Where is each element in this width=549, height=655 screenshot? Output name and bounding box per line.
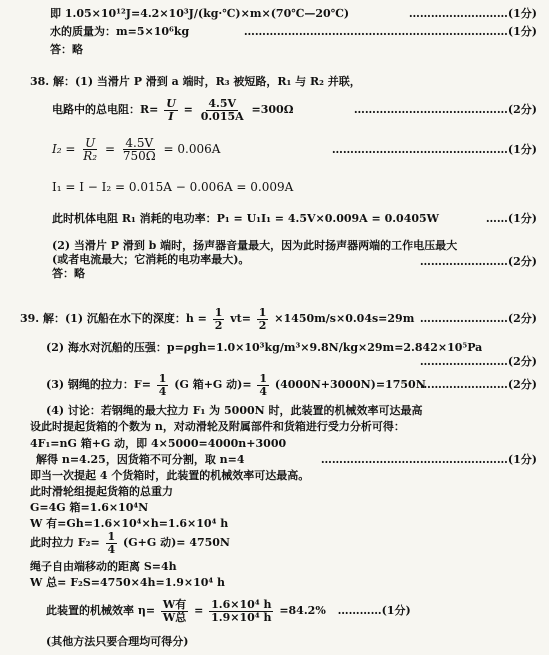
q39-h-mid: vt= (230, 312, 251, 325)
q39-h-result: ×1450m/s×0.04s=29m (274, 312, 415, 325)
q38-i2-eq: = (104, 142, 115, 156)
q39-eta-num2: 1.6×10⁴ h (211, 597, 272, 611)
q39-f2 (30, 530, 230, 556)
q39-note: (其他方法只要合理均可得分) (46, 635, 189, 648)
q39-eta-num: W有 (162, 597, 187, 611)
q37-water-mass: 水的质量为：m=5×10⁶kg (50, 25, 190, 38)
q38-r-fraction-2 (199, 98, 246, 123)
q39-tension-result: (4000N+3000N)=1750N (274, 378, 426, 391)
q39-h-den2: 2 (258, 318, 267, 332)
q38-heading: 38. 解：(1) 当滑片 P 滑到 a 端时，R₃ 被短路，R₁ 与 R₂ 并联， (30, 75, 361, 88)
q39-f2-fraction (106, 531, 118, 556)
q39-f2-den: 4 (107, 542, 116, 556)
q39-h-den: 2 (214, 318, 223, 332)
q39-heading: 39. 解：(1) 沉船在水下的深度：h = (20, 312, 207, 325)
q39-part4-line10: W 总= F₂S=4750×4h=1.9×10⁴ h (30, 576, 226, 589)
q38-r-den2: 0.015A (200, 109, 244, 123)
q37-equation: 即 1.05×10¹²J=4.2×10³J/(kg·℃)×m×(70℃—20℃) (50, 7, 350, 20)
q38-r-result: =300Ω (251, 103, 294, 116)
q38-r-fraction (164, 98, 178, 123)
q39-tension-points: ……………………(2分) (419, 378, 537, 391)
q38-part2-line1: (2) 当滑片 P 滑到 b 端时，扬声器音量最大，因为此时扬声器两端的工作电压最大 (52, 239, 458, 252)
q37-points-1: ………………………(1分) (408, 7, 537, 20)
q38-i2-num2: 4.5V (125, 136, 154, 150)
q39-eta-points: …………(1分) (337, 604, 411, 617)
q39-part4-line2: 设此时提起货箱的个数为 n，对动滑轮及附属部件和货箱进行受力分析可得： (30, 420, 405, 433)
q39-eta-fraction-2 (209, 599, 273, 624)
q38-part2-line2: (或者电流最大；它消耗的电功率最大)。 (52, 253, 250, 266)
q39-part4-line9: 绳子自由端移动的距离 S=4h (30, 560, 177, 573)
q38-i2-points: …………………………………………(1分) (331, 143, 537, 156)
q39-f2-num: 1 (107, 529, 116, 543)
q38-power: 此时机体电阻 R₁ 消耗的电功率：P₁ = U₁I₁ = 4.5V×0.009A = 0.0405W (52, 212, 440, 225)
q39-h-fraction (213, 307, 225, 332)
q39-h-fraction-2 (257, 307, 269, 332)
q39-pressure: (2) 海水对沉船的压强：p=ρgh=1.0×10³kg/m³×9.8N/kg×29m=2.842×10⁵Pa (46, 341, 483, 354)
q39-f2-label: 此时拉力 F₂= (30, 536, 100, 549)
q39-part4-line1: (4) 讨论：若钢绳的最大拉力 F₁ 为 5000N 时，此装置的机械效率可达最高 (46, 404, 423, 417)
q38-r-num: U (166, 96, 176, 110)
q37-points-2: ………………………………………………………………(1分) (243, 25, 537, 38)
q38-answer: 答：略 (52, 267, 85, 280)
q39-part4-line5: 即当一次提起 4 个货箱时，此装置的机械效率可达最高。 (30, 469, 310, 482)
q39-tension-fraction-2 (257, 373, 269, 398)
q39-part4-line4: 解得 n=4.25，因货箱不可分割，取 n=4 (36, 453, 245, 466)
q39-eta-eq: = (194, 604, 204, 617)
q39-f2-result: (G+G 动)= 4750N (123, 536, 230, 549)
q39-rope-tension (46, 372, 426, 398)
q39-eta-den: W总 (162, 610, 187, 624)
q39-eta-label: 此装置的机械效率 η= (46, 604, 156, 617)
q39-efficiency (46, 596, 411, 626)
q39-part4-line7: G=4G 箱=1.6×10⁴N (30, 501, 149, 514)
q38-i2-fraction (81, 137, 99, 162)
q38-i2-lhs: I₂ = (52, 142, 76, 156)
q39-tension-mid: (G 箱+G 动)= (174, 378, 252, 391)
q38-total-resistance (52, 97, 294, 123)
q38-r-label: 电路中的总电阻：R= (52, 103, 159, 116)
q39-eta-result: =84.2% (279, 604, 326, 617)
q38-r-num2: 4.5V (208, 96, 237, 110)
q39-eta-den2: 1.9×10⁴ h (211, 610, 272, 624)
q39-h-num2: 1 (258, 305, 267, 319)
q38-r-points: ……………………………………(2分) (353, 103, 537, 116)
q38-i2-fraction-2 (121, 137, 158, 162)
q39-tension-den: 4 (158, 384, 167, 398)
q38-r-den: I (168, 109, 174, 123)
q38-i2-result: = 0.006A (163, 142, 221, 156)
q38-i1-equation: I₁ = I − I₂ = 0.015A − 0.006A = 0.009A (52, 180, 294, 194)
q39-tension-fraction (157, 373, 169, 398)
q39-eta-fraction (161, 599, 188, 624)
q39-part4-points: ……………………………………………(1分) (320, 453, 537, 466)
q39-depth (20, 306, 414, 332)
q39-h-num: 1 (214, 305, 223, 319)
q39-depth-points: ……………………(2分) (419, 312, 537, 325)
q39-pressure-points: ……………………(2分) (419, 355, 537, 368)
q39-part4-line3: 4F₁=nG 箱+G 动，即 4×5000=4000n+3000 (30, 437, 287, 450)
q39-tension-num2: 1 (259, 371, 268, 385)
q38-i2-den2: 750Ω (122, 149, 156, 163)
q39-tension-num: 1 (158, 371, 167, 385)
q39-part4-line8: W 有=Gh=1.6×10⁴×h=1.6×10⁴ h (30, 517, 229, 530)
q38-i2-equation (52, 136, 220, 162)
q38-r-eq: = (183, 103, 193, 116)
q37-answer: 答：略 (50, 43, 83, 56)
q39-part4-line6: 此时滑轮组提起货箱的总重力 (30, 485, 173, 498)
q38-i2-num: U (85, 136, 96, 150)
q38-i2-den: R₂ (83, 149, 98, 163)
q39-tension-label: (3) 钢绳的拉力：F= (46, 378, 151, 391)
q38-part2-points: ……………………(2分) (419, 255, 537, 268)
q39-tension-den2: 4 (259, 384, 268, 398)
q38-power-points: ……(1分) (485, 212, 537, 225)
